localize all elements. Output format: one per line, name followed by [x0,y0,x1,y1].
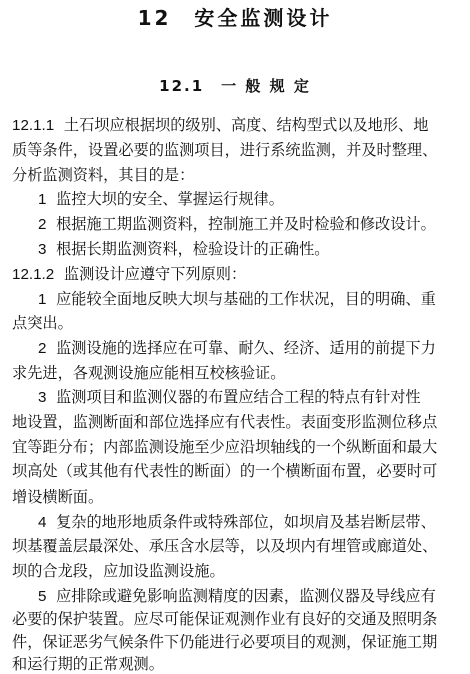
list-item [38,289,436,309]
list-item [38,214,436,234]
item-text: 监测项目和监测仪器的布置应结合工程的特点有针对性 [56,388,421,407]
item-number: 1 [38,191,47,209]
clause-text: 土石坝应根据坝的级别、高度、结构型式以及地形、地 [63,116,429,134]
item-text: 求先进，各观测设施应能相互校核验证。 [12,364,286,382]
item-text: 坝的合龙段，应加设监测设施。 [12,561,225,580]
clause-number: 12.1.2 [12,265,55,283]
item-text: 应能较全面地反映大坝与基础的工作状况，目的明确、重 [56,289,436,308]
item-number: 1 [38,290,47,308]
list-item [38,189,284,209]
item-text: 监测设施的选择应在可靠、耐久、经济、适用的前提下力 [56,338,436,357]
clause-12-1-2-line-1 [12,264,246,284]
clause-text: 监测设计应遵守下列原则： [63,264,247,283]
item-text: 件，保证恶劣气候条件下仍能进行必要项目的观测，保证施工期 [12,633,438,652]
item-number: 2 [38,216,47,234]
item-number: 4 [38,513,47,531]
list-item [38,239,329,259]
chapter-title: 12 安全监测设计 [137,6,333,30]
list-item [38,387,421,407]
list-item [38,512,436,532]
section-title: 12.1 一 般 规 定 [159,77,311,95]
item-text: 地设置，监测断面和部位选择应有代表性。表面变形监测位移点 [12,413,438,432]
item-text: 复杂的地形地质条件或特殊部位，如坝肩及基岩断层带、 [56,512,436,531]
clause-number: 12.1.1 [12,117,55,134]
item-number: 2 [38,339,47,357]
clause-text: 分析监测资料，其目的是： [12,166,195,185]
list-item [38,338,436,358]
item-number: 3 [38,389,47,407]
clause-text: 质等条件，设置必要的监测项目，进行系统监测，并及时整理、 [12,141,438,160]
item-text: 监控大坝的安全、掌握运行规律。 [56,190,284,209]
item-text: 坝高处（或其他有代表性的断面）的一个横断面布置，必要时可 [12,462,438,481]
item-text: 坝基覆盖层最深处、承压含水层等，以及坝内有埋管或廊道处、 [12,536,438,555]
item-text: 必要的保护装置。应尽可能保证观测作业有良好的交通及照明条 [12,610,438,629]
list-item [38,586,436,606]
item-text: 和运行期的正常观测。 [12,655,164,674]
item-text: 根据施工期监测资料，控制施工并及时检验和修改设计。 [56,215,436,234]
item-text: 应排除或避免影响监测精度的因素，监测仪器及导线应有 [56,586,436,605]
clause-12-1-1-line-1 [12,115,428,135]
item-number: 3 [38,241,47,259]
item-number: 5 [38,587,47,605]
item-text: 增设横断面。 [12,487,104,506]
item-text: 点突出。 [12,313,73,332]
item-text: 根据长期监测资料，检验设计的正确性。 [56,240,330,259]
item-text: 宜等距分布；内部监测设施至少应沿坝轴线的一个纵断面和最大 [12,438,438,457]
